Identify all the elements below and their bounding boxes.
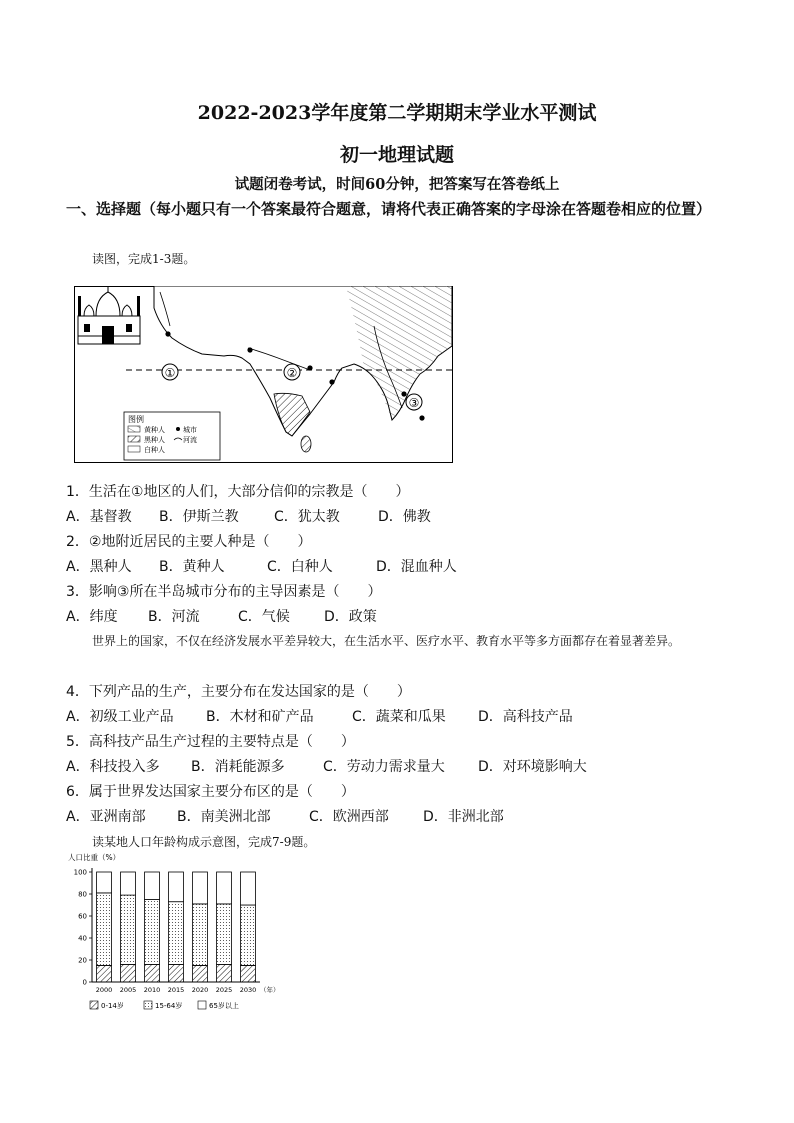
x-tick-label: 2020 [191,986,209,994]
question-2-stem: 2．②地附近居民的主要人种是（ ） [66,534,312,550]
exam-title: 2022-2023学年度第二学期期末学业水平测试 [197,102,597,124]
legend-65-plus: 65岁以上 [209,1002,239,1010]
marker-3: ③ [408,396,420,410]
option-b: B．伊斯兰教 [159,509,239,525]
x-tick-label: 2005 [119,986,137,994]
question-4-stem: 4．下列产品的生产，主要分布在发达国家的是（ ） [66,684,411,700]
option-d: D．非洲北部 [423,809,504,825]
bar-segment-2 [193,904,208,966]
y-tick-label: 40 [78,934,87,943]
option-c: C．蔬菜和瓜果 [352,709,446,725]
population-age-chart [66,852,286,1017]
option-b: B．木材和矿产品 [206,709,314,725]
passage-text: 世界上的国家，不仅在经济发展水平差异较大，在生活水平、医疗水平、教育水平等多方面都存在着显著差异。 [92,634,681,648]
bar-segment-1 [241,966,256,983]
option-a: A．亚洲南部 [66,809,146,825]
legend-title: 图例 [128,415,144,424]
y-tick-label: 60 [78,912,87,921]
option-b: B．黄种人 [159,559,225,575]
question-1-stem: 1．生活在①地区的人们，大部分信仰的宗教是（ ） [66,484,410,500]
option-b: B．南美洲北部 [177,809,271,825]
bar-segment-2 [169,902,184,965]
option-c: C．犹太教 [274,509,340,525]
bar-segment-3 [97,872,112,893]
y-tick-label: 20 [78,956,87,965]
option-a: A．基督教 [66,509,132,525]
legend-15-64: 15-64岁 [155,1002,183,1010]
option-a: A．纬度 [66,609,118,625]
section-heading: 一、选择题（每小题只有一个答案最符合题意，请将代表正确答案的字母涂在答题卷相应的位置） [66,200,712,218]
bar-segment-1 [145,964,160,982]
option-a: A．科技投入多 [66,759,160,775]
bar-segment-3 [217,872,232,904]
question-5-stem: 5．高科技产品生产过程的主要特点是（ ） [66,734,355,750]
option-c: C．白种人 [267,559,333,575]
option-c: C．欧洲西部 [309,809,389,825]
bar-segment-3 [145,872,160,900]
x-tick-label: 2015 [167,986,185,994]
x-tick-label: 2025 [215,986,233,994]
question-4-options [66,706,573,726]
question-6-stem: 6．属于世界发达国家主要分布区的是（ ） [66,784,355,800]
option-a: A．黑种人 [66,559,132,575]
option-b: B．消耗能源多 [191,759,285,775]
legend-black: 黑种人 [144,436,165,444]
question-6-options [66,806,504,826]
question-2-options [66,556,457,576]
bar-segment-1 [121,964,136,982]
y-tick-label: 80 [78,890,87,899]
chart-intro: 读某地人口年龄构成示意图，完成7-9题。 [92,835,316,849]
option-c: C．气候 [238,609,290,625]
legend-yellow: 黄种人 [144,426,165,434]
marker-2: ② [286,366,298,380]
exam-instructions: 试题闭卷考试，时间60分钟，把答案写在答卷纸上 [234,176,560,193]
bar-segment-2 [145,900,160,965]
bar-segment-2 [97,893,112,966]
bar-segment-1 [217,964,232,982]
bar-segment-2 [241,905,256,966]
legend-0-14: 0-14岁 [101,1002,124,1010]
bar-segment-2 [217,904,232,965]
option-c: C．劳动力需求量大 [323,759,445,775]
bar-segment-3 [241,872,256,905]
x-axis-unit: （年） [260,986,280,994]
question-3-options [66,606,377,626]
bar-segment-1 [97,966,112,983]
x-tick-label: 2010 [143,986,161,994]
legend-city: 城市 [183,426,197,434]
exam-subject: 初一地理试题 [339,144,454,166]
map-intro: 读图，完成1-3题。 [92,252,196,266]
y-tick-label: 100 [73,868,87,877]
x-tick-label: 2030 [239,986,257,994]
question-3-stem: 3．影响③所在半岛城市分布的主导因素是（ ） [66,584,382,600]
legend-white: 白种人 [144,446,165,454]
question-5-options [66,756,587,776]
y-axis-label: 人口比重（%） [68,853,121,862]
marker-1: ① [164,366,176,380]
bar-segment-3 [121,872,136,895]
legend-river: 河流 [183,436,197,444]
map-legend [124,412,220,460]
option-d: D．政策 [324,609,377,625]
y-tick-label: 0 [82,978,87,987]
option-d: D．佛教 [378,509,431,525]
bar-segment-3 [169,872,184,902]
option-d: D．高科技产品 [478,709,573,725]
question-1-options [66,506,431,526]
option-b: B．河流 [148,609,200,625]
option-a: A．初级工业产品 [66,709,174,725]
option-d: D．混血种人 [376,559,457,575]
bar-segment-1 [193,966,208,983]
south-asia-map [74,286,454,464]
option-d: D．对环境影响大 [478,759,587,775]
x-tick-label: 2000 [95,986,113,994]
chart-legend [90,1001,239,1010]
bar-segment-3 [193,872,208,904]
bar-segment-2 [121,895,136,964]
bar-segment-1 [169,964,184,982]
